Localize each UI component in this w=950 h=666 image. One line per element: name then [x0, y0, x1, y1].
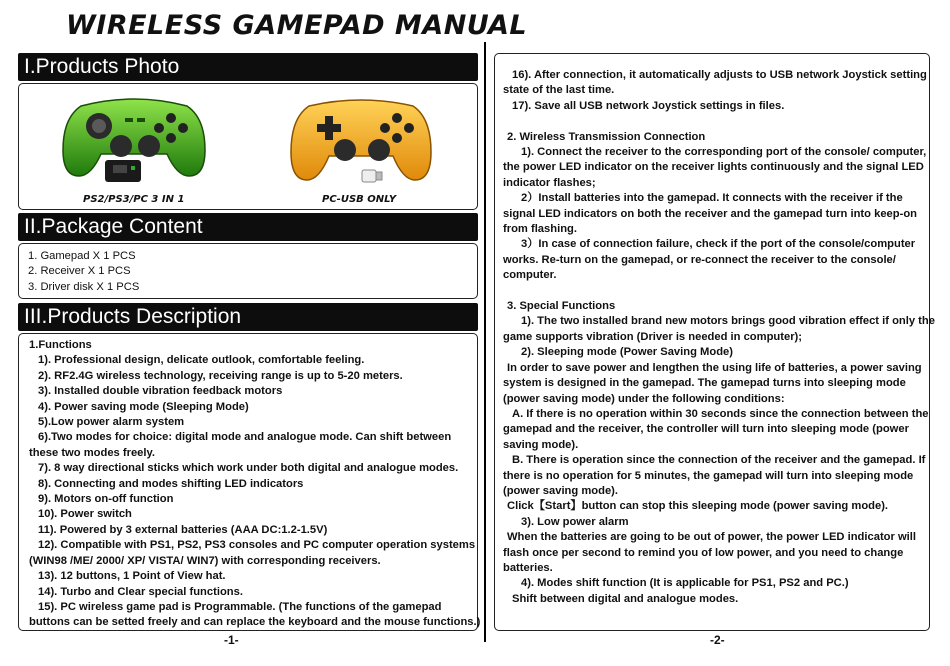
body-line: system is designed in the gamepad. The gamepad turns into sleeping mode	[503, 377, 906, 390]
body-line: the power LED indicator on the receiver lights continuously and the signal LED	[503, 161, 924, 174]
section-header-products-description: III.Products Description	[18, 303, 478, 331]
subsection-heading: 3. Special Functions	[507, 300, 616, 313]
body-line: works. Re-turn on the gamepad, or re-connect the receiver to the console/	[503, 253, 896, 266]
function-item: 8). Connecting and modes shifting LED indicators	[38, 477, 304, 490]
functions-heading: 1.Functions	[29, 339, 92, 351]
body-line: 3). Low power alarm	[521, 515, 629, 528]
function-item: 15). PC wireless game pad is Programmable. (The functions of the gamepad	[38, 600, 442, 613]
right-page-box	[494, 53, 935, 631]
body-line: 16). After connection, it automatically adjusts to USB network Joystick setting	[512, 69, 927, 81]
page-number-left: -1-	[224, 633, 239, 647]
package-item: 1. Gamepad X 1 PCS	[28, 250, 136, 262]
body-line: indicator flashes;	[503, 176, 596, 189]
functions-box	[18, 333, 481, 631]
body-line: (power saving mode).	[503, 484, 618, 497]
package-item: 2. Receiver X 1 PCS	[28, 265, 131, 278]
function-item: 14). Turbo and Clear special functions.	[38, 585, 243, 598]
body-line: In order to save power and lengthen the using life of batteries, a power saving	[507, 361, 922, 374]
body-line: saving mode).	[503, 438, 579, 451]
usb-dongle-image	[361, 168, 383, 184]
section-header-products-photo: I.Products Photo	[18, 53, 478, 81]
body-line: 4). Modes shift function (It is applicable for PS1, PS2 and PC.)	[521, 577, 849, 590]
function-item-continued: these two modes freely.	[29, 446, 156, 459]
function-item: 2). RF2.4G wireless technology, receiving range is up to 5-20 meters.	[38, 369, 403, 382]
body-line: Click【Start】button can stop this sleeping mode (power saving mode).	[507, 500, 889, 513]
page-number-right: -2-	[710, 633, 725, 647]
function-item: 12). Compatible with PS1, PS2, PS3 consoles and PC computer operation systems	[38, 539, 476, 552]
function-item: 13). 12 buttons, 1 Point of View hat.	[38, 570, 226, 583]
package-content-box	[18, 243, 478, 299]
caption-right-gamepad: PC-USB ONLY	[322, 194, 397, 205]
body-line: 17). Save all USB network Joystick settings in files.	[512, 99, 785, 112]
function-item: 1). Professional design, delicate outlook, comfortable feeling.	[38, 354, 365, 367]
function-item: 10). Power switch	[38, 508, 132, 521]
body-line: A. If there is no operation within 30 seconds since the connection between the	[512, 407, 929, 420]
function-item: 9). Motors on-off function	[38, 493, 174, 506]
body-line: B. There is operation since the connection of the receiver and the gamepad. If	[512, 454, 926, 467]
body-line: 2). Sleeping mode (Power Saving Mode)	[521, 346, 733, 359]
body-line: state of the last time.	[503, 84, 615, 97]
package-item: 3. Driver disk X 1 PCS	[28, 280, 140, 293]
function-item: 11). Powered by 3 external batteries (AAA DC:1.2-1.5V)	[38, 523, 328, 536]
function-item: 5).Low power alarm system	[38, 416, 185, 429]
blank-line	[503, 284, 929, 299]
body-line: batteries.	[503, 561, 553, 574]
body-line: 1). The two installed brand new motors brings good vibration effect if only the	[521, 315, 935, 328]
body-line: flash once per second to remind you of low power, and you need to change	[503, 546, 904, 559]
function-item-continued: (WIN98 /ME/ 2000/ XP/ VISTA/ WIN7) with corresponding receivers.	[29, 554, 381, 567]
manual-title: WIRELESS GAMEPAD MANUAL	[66, 10, 528, 41]
caption-left-gamepad: PS2/PS3/PC 3 IN 1	[83, 194, 185, 205]
body-line: from flashing.	[503, 223, 577, 236]
body-line: When the batteries are going to be out of power, the power LED indicator will	[507, 531, 916, 544]
page-divider	[484, 42, 486, 642]
function-item: 6).Two modes for choice: digital mode and analogue mode. Can shift between	[38, 431, 452, 444]
function-item: 4). Power saving mode (Sleeping Mode)	[38, 400, 249, 413]
body-line: 1). Connect the receiver to the corresponding port of the console/ computer,	[521, 146, 927, 159]
body-line: game supports vibration (Driver is needed in computer);	[503, 330, 803, 343]
body-line: signal LED indicators on both the receiver and the gamepad turn into keep-on	[503, 207, 917, 220]
section-header-package-content: II.Package Content	[18, 213, 478, 241]
body-line: gamepad and the receiver, the controller will turn into sleeping mode (power	[503, 423, 909, 436]
function-item: 3). Installed double vibration feedback motors	[38, 385, 283, 398]
function-item-continued: buttons can be setted freely and can replace the keyboard and the mouse functions.)	[29, 616, 481, 629]
products-photo-box	[18, 83, 478, 210]
blank-line	[503, 114, 929, 129]
receiver-image	[103, 156, 143, 184]
body-line: there is no operation for 5 minutes, the gamepad will turn into sleeping mode	[503, 469, 914, 482]
subsection-heading: 2. Wireless Transmission Connection	[507, 130, 706, 143]
body-line: 3）In case of connection failure, check if the port of the console/computer	[521, 238, 916, 251]
body-line: Shift between digital and analogue modes.	[512, 592, 739, 605]
body-line: 2）Install batteries into the gamepad. It connects with the receiver if the	[521, 192, 903, 205]
body-line: (power saving mode) under the following conditions:	[503, 392, 785, 405]
body-line: computer.	[503, 269, 557, 282]
function-item: 7). 8 way directional sticks which work under both digital and analogue modes.	[38, 462, 459, 475]
